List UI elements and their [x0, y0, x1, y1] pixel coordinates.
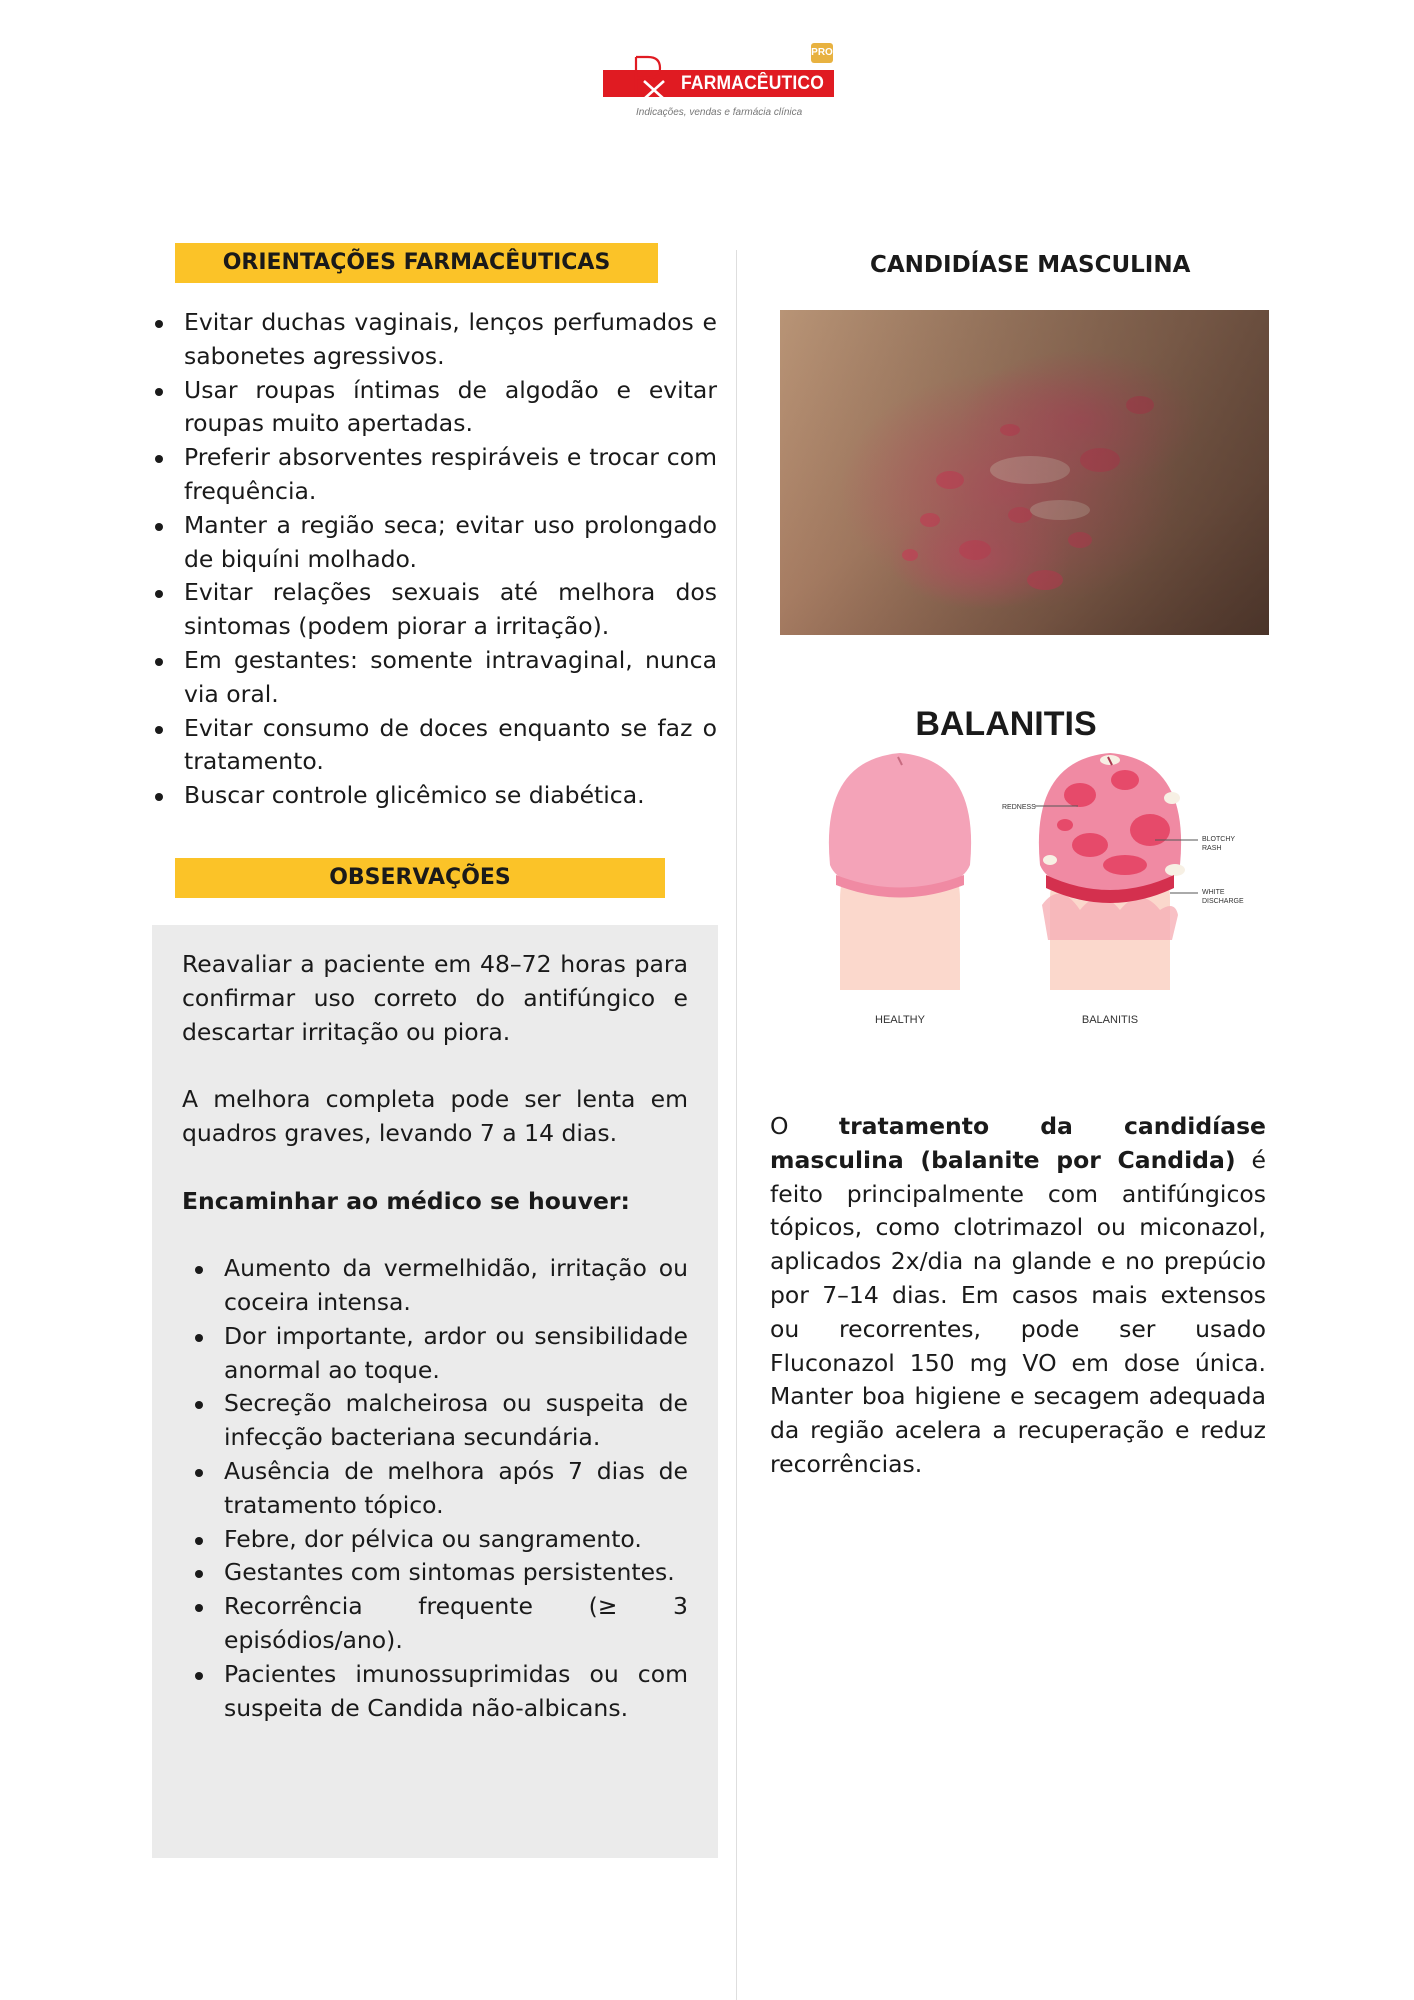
list-item: Em gestantes: somente intravaginal, nunca via oral. [150, 644, 717, 712]
callout-discharge-line2: DISCHARGE [1202, 898, 1244, 905]
callout-rash-line1: BLOTCHY [1202, 836, 1236, 843]
list-item: Buscar controle glicêmico se diabética. [150, 779, 717, 813]
list-item: Secreção malcheirosa ou suspeita de infecção bacteriana secundária. [182, 1387, 688, 1455]
list-item: Evitar duchas vaginais, lenços perfumados e sabonetes agressivos. [150, 306, 717, 374]
list-item: Aumento da vermelhidão, irritação ou coceira intensa. [182, 1252, 688, 1320]
list-item: Usar roupas íntimas de algodão e evitar roupas muito apertadas. [150, 374, 717, 442]
illustration-title: BALANITIS [915, 705, 1097, 743]
logo-tagline: Indicações, vendas e farmácia clínica [636, 107, 803, 118]
list-item: Gestantes com sintomas persistentes. [182, 1556, 688, 1590]
balanitis-figure [1039, 753, 1185, 990]
healthy-figure [829, 753, 971, 990]
list-item: Manter a região seca; evitar uso prolongado de biquíni molhado. [150, 509, 717, 577]
orientations-list [150, 306, 717, 813]
reassess-paragraph: Reavaliar a paciente em 48–72 horas para confirmar uso correto do antifúngico e descartar irritação ou piora. [182, 950, 688, 1046]
logo-brand-name: FARMACÊUTICO [681, 73, 825, 94]
balanitis-label: BALANITIS [1081, 1014, 1139, 1026]
treatment-paragraph [770, 1110, 1266, 1482]
list-item: Pacientes imunossuprimidas ou com suspeita de Candida não-albicans. [182, 1658, 688, 1726]
improvement-paragraph: A melhora completa pode ser lenta em quadros graves, levando 7 a 14 dias. [182, 1085, 688, 1147]
brand-logo [603, 43, 835, 123]
referral-title: Encaminhar ao médico se houver: [182, 1186, 630, 1215]
list-item: Febre, dor pélvica ou sangramento. [182, 1523, 688, 1557]
list-item: Ausência de melhora após 7 dias de tratamento tópico. [182, 1455, 688, 1523]
healthy-label: HEALTHY [875, 1014, 925, 1026]
callout-rash-line2: RASH [1202, 845, 1222, 852]
treatment-body: é feito principalmente com antifúngicos tópicos, como clotrimazol ou miconazol, aplicados 2x/dia na glande e no prepúcio por 7–14 dias. Em casos mais extensos ou recorrentes, pode ser usado Fluconazol 150 mg VO em dose única. Manter boa higiene e secagem adequada da região acelera a recuperação e reduz recorrências. [770, 1145, 1266, 1478]
orientations-heading: ORIENTAÇÕES FARMACÊUTICAS [175, 243, 658, 283]
referral-list [182, 1252, 688, 1725]
callout-discharge-line1: WHITE [1202, 889, 1225, 896]
treatment-emphasis: tratamento da candidíase masculina (balanite por Candida) [770, 1112, 1266, 1174]
column-divider [736, 250, 737, 2000]
list-item: Dor importante, ardor ou sensibilidade anormal ao toque. [182, 1320, 688, 1388]
list-item: Evitar consumo de doces enquanto se faz o tratamento. [150, 712, 717, 780]
observations-box [152, 925, 718, 1858]
clinical-photo [780, 310, 1269, 635]
rx-icon [630, 53, 670, 101]
callout-redness: REDNESS [1002, 804, 1036, 811]
list-item: Preferir absorventes respiráveis e trocar com frequência. [150, 441, 717, 509]
balanitis-illustration [780, 700, 1269, 1040]
observations-heading: OBSERVAÇÕES [175, 858, 665, 898]
list-item: Recorrência frequente (≥ 3 episódios/ano). [182, 1590, 688, 1658]
section-title: CANDIDÍASE MASCULINA [870, 252, 1191, 278]
list-item: Evitar relações sexuais até melhora dos sintomas (podem piorar a irritação). [150, 576, 717, 644]
treatment-intro: O [770, 1112, 839, 1140]
pro-badge: PRO [811, 43, 833, 63]
